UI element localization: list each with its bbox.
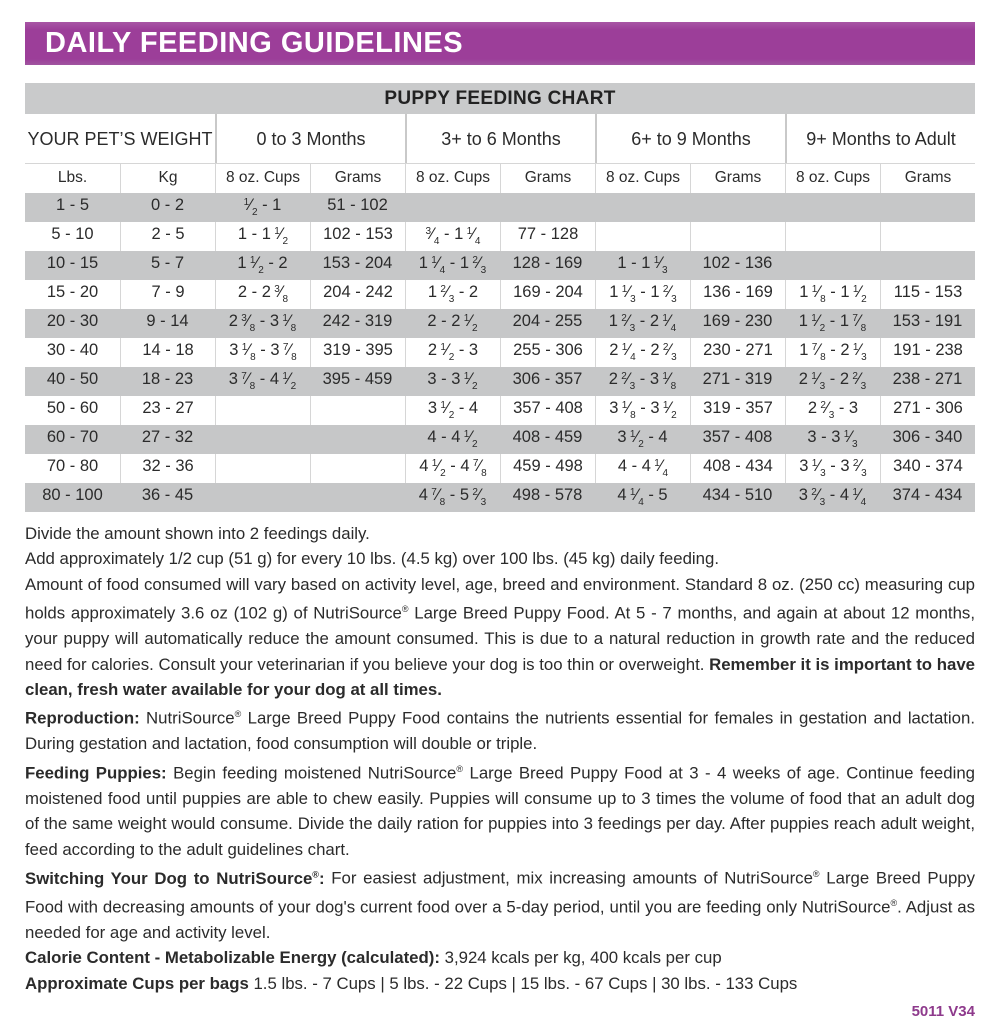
table-cell: 4 $^1⁄_2 - 4$ $^7⁄_8$: [405, 454, 500, 483]
table-cell: [310, 454, 405, 483]
table-cell: 70 - 80: [46, 457, 99, 475]
column-group-1: 0 to 3 Months: [215, 114, 405, 163]
column-subheader-6: 8 oz. Cups: [595, 164, 690, 193]
table-cell: [690, 193, 785, 222]
table-cell: 0 - 2: [150, 196, 185, 214]
note-paragraph-5: Switching Your Dog to NutriSource®: For easiest adjustment, mix increasing amounts of NutriSource® Large Breed Puppy Food with decreasing amounts of your dog's current food over a 5-day period, until you are feeding only NutriSource®. Adjust as needed for age and activity level.: [25, 868, 975, 943]
table-cell: 2 $^1⁄_4 - 2$ $^2⁄_3$: [595, 338, 690, 367]
table-cell: 191 - 238: [880, 338, 975, 367]
note-paragraph-3: Reproduction: NutriSource® Large Breed Puppy Food contains the nutrients essential for females in gestation and lactation. During gestation and lactation, food consumption will double or triple.: [25, 709, 975, 754]
table-cell: 374 - 434: [892, 486, 963, 504]
table-cell: 102 - 153: [310, 222, 405, 251]
table-cell: 50 - 60: [46, 399, 99, 417]
table-cell: 271 - 319: [702, 370, 773, 388]
table-cell: 230 - 271: [690, 338, 785, 367]
table-cell: 30 - 40: [46, 341, 99, 359]
table-cell: 4 $^7⁄_8 - 5$ $^2⁄_3$: [418, 486, 487, 508]
table-cell: 32 - 36: [120, 454, 215, 483]
table-cell: 1 $^2⁄_3 - 2$ $^1⁄_4$: [608, 312, 677, 334]
table-row-5: [25, 338, 975, 367]
column-group-3: 6+ to 9 Months: [595, 114, 785, 163]
column-group-header-row: [25, 114, 975, 163]
table-cell: 169 - 230: [702, 312, 773, 330]
table-cell: 3 $^1⁄_8 - 3$ $^7⁄_8$: [215, 338, 310, 367]
table-cell: 1 $^1⁄_4 - 1$ $^2⁄_3$: [418, 254, 487, 276]
column-subheader-2: 8 oz. Cups: [215, 164, 310, 193]
table-cell: [215, 454, 310, 483]
table-cell: 271 - 306: [880, 396, 975, 425]
table-cell: 5 - 10: [51, 225, 94, 243]
note-paragraph-4: Feeding Puppies: Begin feeding moistened NutriSource® Large Breed Puppy Food at 3 - 4 weeks of age. Continue feeding moistened food until puppies are able to chew easily. Puppies will consume up to 3 times the volume of food that an adult dog of the same weight would consume. Divide the daily ration for puppies into 3 feedings per day. After puppies reach adult weight, feed according to the adult guidelines chart.: [25, 763, 975, 859]
column-subheader-4: 8 oz. Cups: [405, 164, 500, 193]
table-cell: [405, 193, 500, 222]
table-row-7: [25, 396, 975, 425]
table-cell: 153 - 204: [322, 254, 393, 272]
table-cell: 3 - 3 $^1⁄_2$: [427, 370, 478, 392]
chart-title: PUPPY FEEDING CHART: [25, 83, 975, 114]
table-cell: [880, 222, 975, 251]
table-cell: 2 - 2 $^3⁄_8$: [215, 280, 310, 309]
column-subheader-row: [25, 163, 975, 193]
table-cell: 3 $^1⁄_3 - 3$ $^2⁄_3$: [785, 454, 880, 483]
table-cell: 115 - 153: [880, 280, 975, 309]
table-cell: 3 $^1⁄_8 - 3$ $^1⁄_2$: [595, 396, 690, 425]
table-row-10: [25, 483, 975, 512]
table-cell: 20 - 30: [46, 312, 99, 330]
column-group-4: 9+ Months to Adult: [785, 114, 975, 163]
table-cell: 3 $^2⁄_3 - 4$ $^1⁄_4$: [798, 486, 867, 508]
table-cell: 4 $^1⁄_4 - 5$: [617, 486, 668, 508]
table-cell: 128 - 169: [512, 254, 583, 272]
table-cell: 340 - 374: [880, 454, 975, 483]
table-cell: 60 - 70: [46, 428, 99, 446]
table-cell: 238 - 271: [892, 370, 963, 388]
table-cell: 4 - 4 $^1⁄_4$: [595, 454, 690, 483]
table-cell: 153 - 191: [892, 312, 963, 330]
table-cell: 23 - 27: [120, 396, 215, 425]
table-cell: 3 $^1⁄_2 - 4$: [617, 428, 668, 450]
table-cell: [785, 193, 880, 222]
table-cell: 319 - 395: [310, 338, 405, 367]
column-subheader-5: Grams: [500, 164, 595, 193]
table-row-0: [25, 193, 975, 222]
table-cell: 2 $^3⁄_8 - 3$ $^1⁄_8$: [228, 312, 297, 334]
table-cell: 1 - 5: [55, 196, 90, 214]
table-cell: [595, 193, 690, 222]
table-cell: 2 $^2⁄_3 - 3$: [785, 396, 880, 425]
table-row-3: [25, 280, 975, 309]
table-cell: 9 - 14: [146, 312, 189, 330]
table-cell: 14 - 18: [120, 338, 215, 367]
table-cell: $^1⁄_2 - 1$: [243, 196, 282, 218]
table-cell: [215, 425, 310, 454]
table-cell: 1 $^1⁄_2 - 1$ $^7⁄_8$: [798, 312, 867, 334]
table-cell: [785, 222, 880, 251]
table-cell: 80 - 100: [42, 486, 103, 504]
table-cell: 1 $^1⁄_2 - 2$: [237, 254, 288, 276]
table-cell: [310, 396, 405, 425]
column-subheader-9: Grams: [880, 164, 975, 193]
column-subheader-0: Lbs.: [57, 169, 88, 186]
puppy-feeding-chart: [25, 83, 975, 512]
table-cell: [595, 222, 690, 251]
table-cell: 4 - 4 $^1⁄_2$: [427, 428, 478, 450]
table-cell: $^3⁄_4 - 1$ $^1⁄_4$: [405, 222, 500, 251]
table-cell: 306 - 357: [512, 370, 583, 388]
table-row-2: [25, 251, 975, 280]
table-cell: 395 - 459: [322, 370, 393, 388]
table-cell: 15 - 20: [46, 283, 99, 301]
table-row-8: [25, 425, 975, 454]
feeding-notes: [25, 521, 975, 996]
table-cell: 255 - 306: [500, 338, 595, 367]
note-paragraph-2: Amount of food consumed will vary based on activity level, age, breed and environment. Standard 8 oz. (250 cc) measuring cup holds approximately 3.6 oz (102 g) of NutriSource® Large Breed Puppy Food. At 5 - 7 months, and again at about 12 months, your puppy will automatically reduce the amount consumed. This is due to a natural reduction in growth rate and the reduced need for calories. Consult your veterinarian if you believe your dog is too thin or overweight. Remember it is important to have clean, fresh water available for your dog at all times.: [25, 574, 975, 700]
table-cell: [785, 251, 880, 280]
note-paragraph-7: Approximate Cups per bags 1.5 lbs. - 7 Cups | 5 lbs. - 22 Cups | 15 lbs. - 67 Cups | 30 lbs. - 133 Cups: [25, 973, 798, 993]
column-subheader-7: Grams: [690, 164, 785, 193]
table-cell: [880, 193, 975, 222]
table-cell: 1 $^1⁄_3 - 1$ $^2⁄_3$: [595, 280, 690, 309]
table-cell: 169 - 204: [500, 280, 595, 309]
table-cell: 2 - 5: [120, 222, 215, 251]
column-group-2: 3+ to 6 Months: [405, 114, 595, 163]
table-cell: 2 $^1⁄_2 - 3$: [405, 338, 500, 367]
table-cell: 1 - 1 $^1⁄_3$: [617, 254, 668, 276]
document-code: 5011 V34: [911, 1003, 975, 1020]
column-subheader-1: Kg: [120, 164, 215, 193]
table-cell: 136 - 169: [690, 280, 785, 309]
table-cell: [215, 396, 310, 425]
table-cell: 2 $^1⁄_3 - 2$ $^2⁄_3$: [798, 370, 867, 392]
table-cell: 434 - 510: [702, 486, 773, 504]
table-cell: 1 $^1⁄_8 - 1$ $^1⁄_2$: [785, 280, 880, 309]
column-subheader-3: Grams: [310, 164, 405, 193]
title-bar: [25, 22, 975, 65]
table-cell: 77 - 128: [500, 222, 595, 251]
note-paragraph-6: Calorie Content - Metabolizable Energy (calculated): 3,924 kcals per kg, 400 kcals per cup: [25, 948, 722, 968]
table-cell: 459 - 498: [500, 454, 595, 483]
table-cell: 36 - 45: [141, 486, 194, 504]
table-cell: 7 - 9: [120, 280, 215, 309]
table-cell: 319 - 357: [690, 396, 785, 425]
table-cell: 27 - 32: [141, 428, 194, 446]
table-cell: 242 - 319: [322, 312, 393, 330]
feeding-table-body: [25, 193, 975, 512]
note-paragraph-1: Add approximately 1/2 cup (51 g) for every 10 lbs. (4.5 kg) over 100 lbs. (45 kg) daily feeding.: [25, 549, 719, 569]
table-cell: [310, 425, 405, 454]
table-row-6: [25, 367, 975, 396]
table-cell: 51 - 102: [327, 196, 388, 214]
table-cell: 204 - 255: [512, 312, 583, 330]
table-row-9: [25, 454, 975, 483]
table-cell: 18 - 23: [141, 370, 194, 388]
table-cell: 10 - 15: [46, 254, 99, 272]
table-cell: 204 - 242: [310, 280, 405, 309]
table-row-1: [25, 222, 975, 251]
table-cell: 3 $^1⁄_2 - 4$: [405, 396, 500, 425]
table-cell: 357 - 408: [702, 428, 773, 446]
table-cell: [500, 193, 595, 222]
column-group-0: YOUR PET’S WEIGHT: [27, 129, 213, 149]
table-cell: 2 $^2⁄_3 - 3$ $^1⁄_8$: [608, 370, 677, 392]
table-cell: 3 - 3 $^1⁄_3$: [807, 428, 858, 450]
table-cell: 40 - 50: [46, 370, 99, 388]
table-cell: 3 $^7⁄_8 - 4$ $^1⁄_2$: [228, 370, 297, 392]
table-cell: 2 - 2 $^1⁄_2$: [427, 312, 478, 334]
table-cell: [880, 251, 975, 280]
page-title: DAILY FEEDING GUIDELINES: [45, 27, 464, 59]
table-cell: 306 - 340: [892, 428, 963, 446]
column-subheader-8: 8 oz. Cups: [785, 164, 880, 193]
table-cell: 498 - 578: [512, 486, 583, 504]
table-cell: 102 - 136: [702, 254, 773, 272]
table-cell: [215, 483, 310, 512]
table-cell: 1 - 1 $^1⁄_2$: [215, 222, 310, 251]
note-paragraph-0: Divide the amount shown into 2 feedings daily.: [25, 524, 370, 543]
table-cell: 357 - 408: [500, 396, 595, 425]
table-cell: [690, 222, 785, 251]
table-cell: [310, 483, 405, 512]
table-row-4: [25, 309, 975, 338]
table-cell: 5 - 7: [150, 254, 185, 272]
table-cell: 1 $^7⁄_8 - 2$ $^1⁄_3$: [785, 338, 880, 367]
table-cell: 408 - 434: [690, 454, 785, 483]
table-cell: 408 - 459: [512, 428, 583, 446]
table-cell: 1 $^2⁄_3 - 2$: [405, 280, 500, 309]
